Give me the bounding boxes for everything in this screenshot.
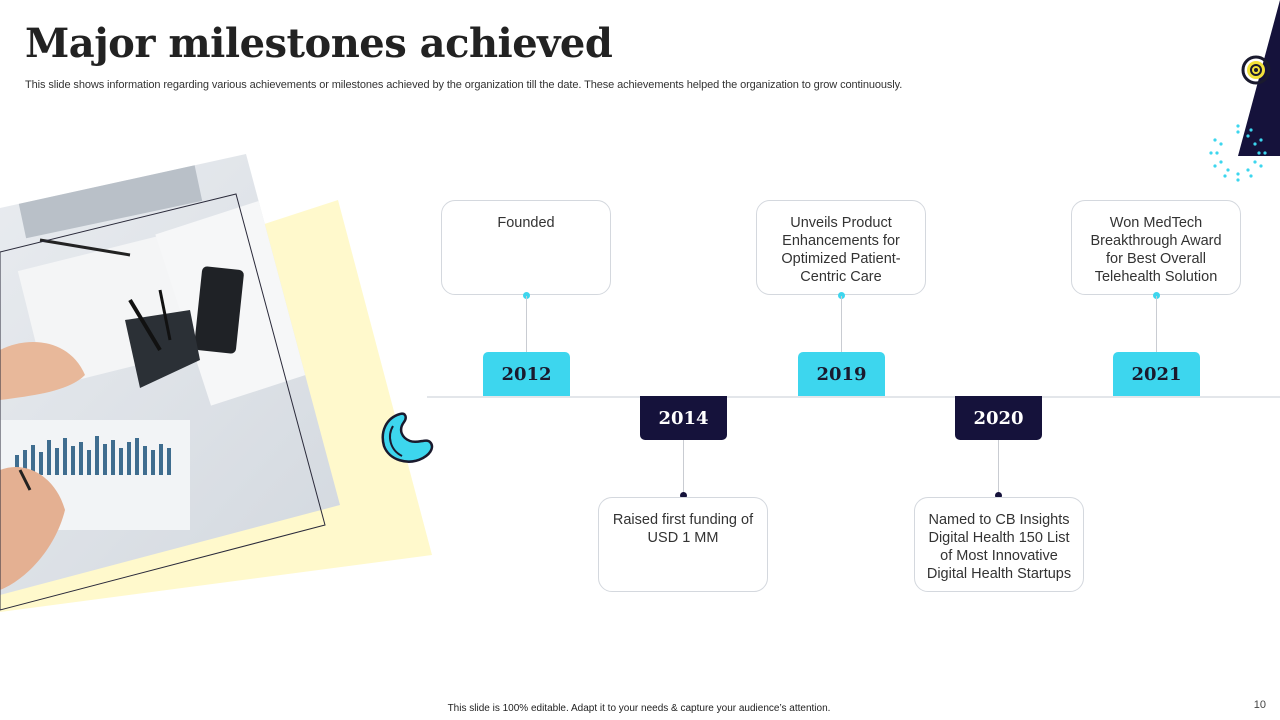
- year-badge-2012: 2012: [483, 352, 570, 396]
- milestone-card-2019: [756, 200, 926, 295]
- milestone-text: Unveils Product Enhancements for Optimized Patient-Centric Care: [781, 215, 901, 285]
- milestone-text: Won MedTech Breakthrough Award for Best Overall Telehealth Solution: [1090, 215, 1222, 285]
- milestone-connector: [526, 296, 527, 352]
- page-title: Major milestones achieved: [25, 20, 613, 67]
- page-number: 10: [1253, 699, 1266, 711]
- page-subtitle: This slide shows information regarding various achievements or milestones achieved by the organization till the date. These achievements helped the organization to grow continuously.: [25, 79, 903, 91]
- milestone-card-2021: [1071, 200, 1241, 295]
- milestone-card-2012: [441, 200, 611, 295]
- moon-icon: [378, 408, 438, 468]
- footer-note: This slide is 100% editable. Adapt it to your needs & capture your audience’s attention.: [447, 703, 831, 714]
- year-badge-2014: 2014: [640, 396, 727, 440]
- burst-icon: [1207, 122, 1269, 184]
- milestone-connector: [683, 440, 684, 496]
- milestone-connector: [1156, 296, 1157, 352]
- year-badge-2021: 2021: [1113, 352, 1200, 396]
- year-badge-2020: 2020: [955, 396, 1042, 440]
- desk-photo: [0, 150, 440, 620]
- milestone-card-2014: [598, 497, 768, 592]
- milestone-text: Raised first funding of USD 1 MM: [612, 512, 754, 546]
- milestone-card-2020: [914, 497, 1084, 592]
- milestone-text: Founded: [497, 215, 555, 231]
- milestone-connector: [998, 440, 999, 496]
- milestone-connector: [841, 296, 842, 352]
- target-icon: [1241, 55, 1271, 85]
- year-badge-2019: 2019: [798, 352, 885, 396]
- timeline-axis: [427, 396, 1280, 398]
- milestone-text: Named to CB Insights Digital Health 150 List of Most Innovative Digital Health Startups: [926, 512, 1072, 582]
